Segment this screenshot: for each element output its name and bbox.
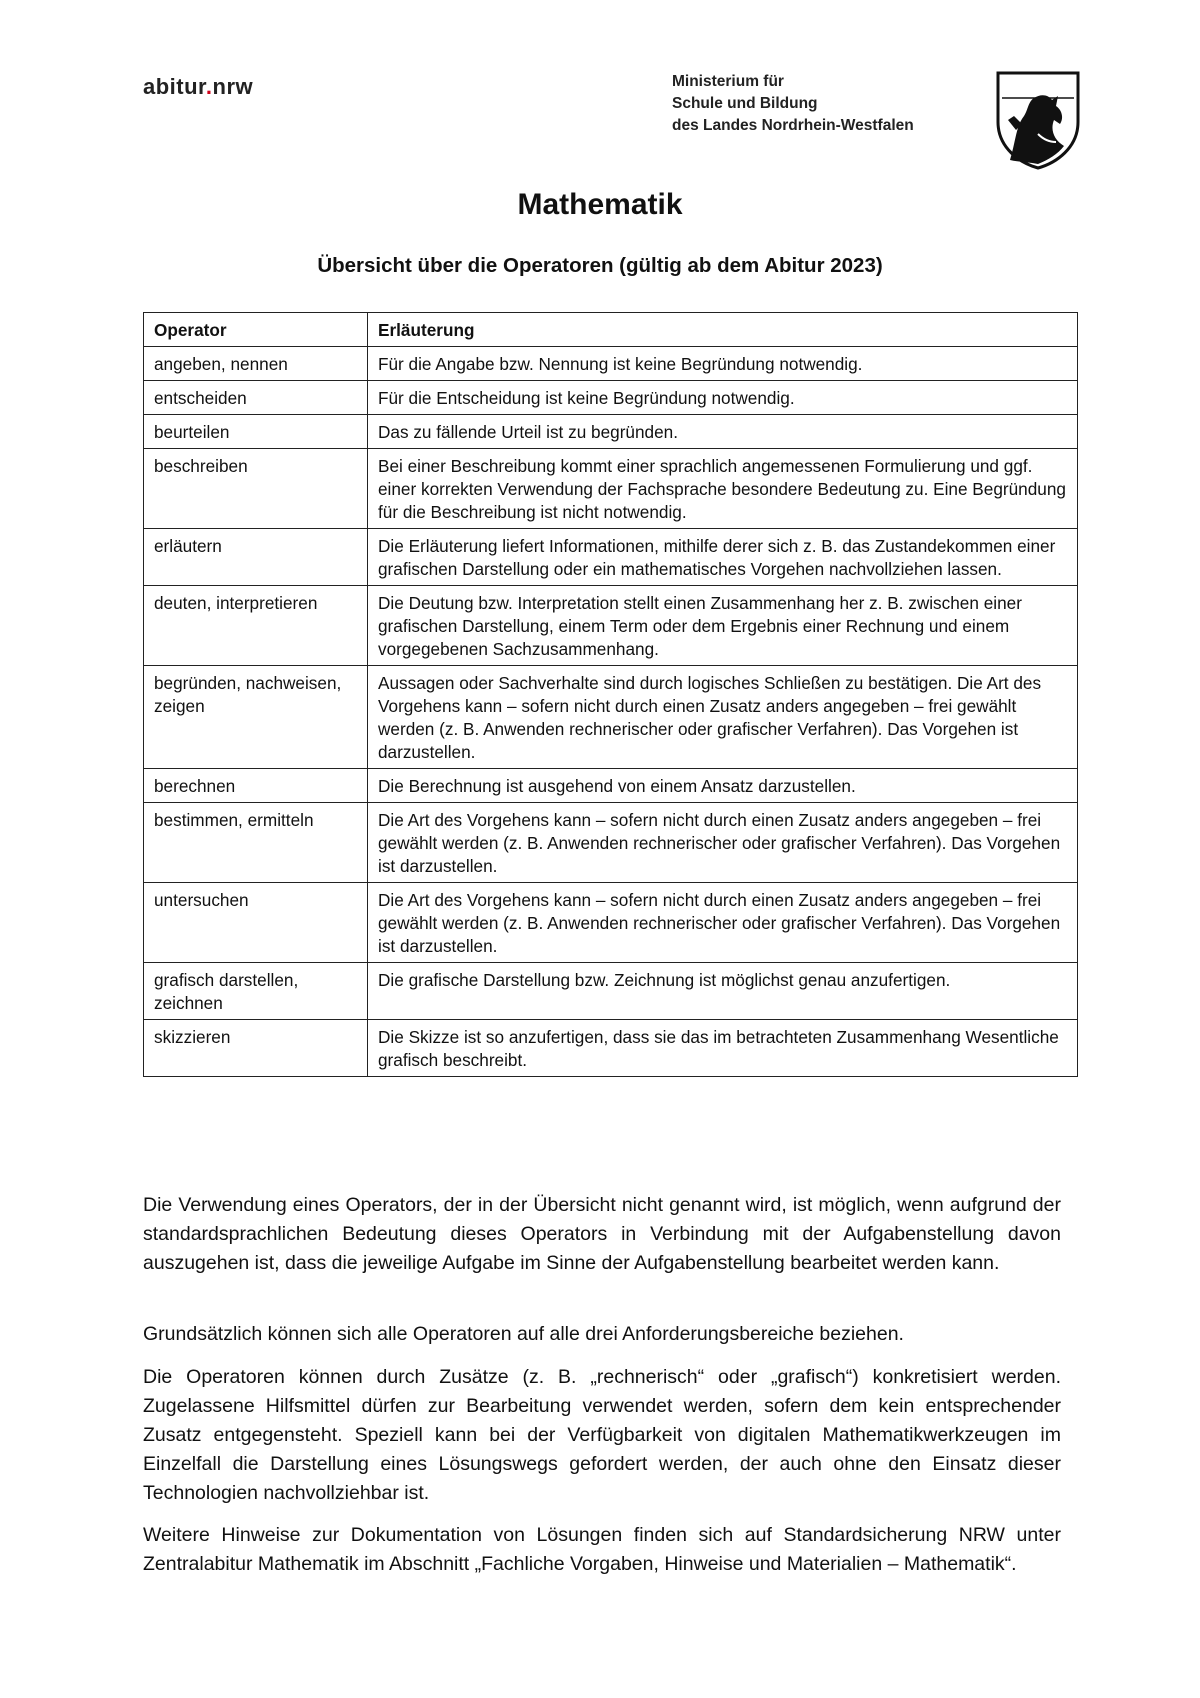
table-row xyxy=(144,347,1078,381)
operators-table xyxy=(143,312,1078,1077)
ministry-line-3: des Landes Nordrhein-Westfalen xyxy=(672,117,914,134)
explanation-cell: Aussagen oder Sachverhalte sind durch logisches Schließen zu bestätigen. Die Art des Vorgehens kann – sofern nicht durch einen Zusatz anders angegeben – frei gewählt werden (z. B. Anwenden rechnerischer oder grafischer Verfahren). Das Vorgehen ist darzustellen. xyxy=(368,666,1078,769)
ministry-line-1: Ministerium für xyxy=(672,73,784,90)
operator-cell: beurteilen xyxy=(144,415,368,449)
operator-cell: angeben, nennen xyxy=(144,347,368,381)
table-row xyxy=(144,586,1078,666)
logo-dot: . xyxy=(205,74,213,99)
operator-cell: berechnen xyxy=(144,769,368,803)
abitur-nrw-logo xyxy=(143,74,253,100)
nrw-coat-of-arms-icon xyxy=(994,70,1082,170)
explanation-cell: Die Art des Vorgehens kann – sofern nicht durch einen Zusatz anders angegeben – frei gewählt werden (z. B. Anwenden rechnerischer oder grafischer Verfahren). Das Vorgehen ist darzustellen. xyxy=(368,803,1078,883)
operator-cell: deuten, interpretieren xyxy=(144,586,368,666)
table-row xyxy=(144,883,1078,963)
paragraph-unlisted-operators: Die Verwendung eines Operators, der in der Übersicht nicht genannt wird, ist möglich, wenn aufgrund der standardsprachlichen Bedeutung dieses Operators in Verbindung mit der Aufgabenstellung davon auszugehen ist, dass die jeweilige Aufgabe im Sinne der Aufgabenstellung bearbeitet werden kann. xyxy=(143,1194,1061,1274)
table-row xyxy=(144,381,1078,415)
explanation-cell: Für die Entscheidung ist keine Begründung notwendig. xyxy=(368,381,1078,415)
table-row xyxy=(144,449,1078,529)
operator-cell: untersuchen xyxy=(144,883,368,963)
logo-name: abitur xyxy=(143,74,206,99)
operator-cell: bestimmen, ermitteln xyxy=(144,803,368,883)
ministry-line-2: Schule und Bildung xyxy=(672,95,818,112)
explanation-cell: Die Skizze ist so anzufertigen, dass sie das im betrachteten Zusammenhang Wesentliche grafisch beschreibt. xyxy=(368,1020,1078,1077)
table-row xyxy=(144,1020,1078,1077)
explanation-cell: Für die Angabe bzw. Nennung ist keine Begründung notwendig. xyxy=(368,347,1078,381)
explanation-cell: Die grafische Darstellung bzw. Zeichnung ist möglichst genau anzufertigen. xyxy=(368,963,1078,1020)
operator-cell: skizzieren xyxy=(144,1020,368,1077)
table-row xyxy=(144,666,1078,769)
header-explanation: Erläuterung xyxy=(368,313,1078,347)
explanation-cell: Die Erläuterung liefert Informationen, mithilfe derer sich z. B. das Zustandekommen einer grafischen Darstellung oder ein mathematisches Vorgehen nachvollziehen lassen. xyxy=(368,529,1078,586)
page-subtitle: Übersicht über die Operatoren (gültig ab dem Abitur 2023) xyxy=(317,254,883,277)
operator-cell: erläutern xyxy=(144,529,368,586)
explanation-cell: Die Berechnung ist ausgehend von einem Ansatz darzustellen. xyxy=(368,769,1078,803)
table-row xyxy=(144,963,1078,1020)
page-title: Mathematik xyxy=(517,188,683,221)
operator-cell: beschreiben xyxy=(144,449,368,529)
table-row xyxy=(144,415,1078,449)
operator-cell: entscheiden xyxy=(144,381,368,415)
explanation-cell: Die Art des Vorgehens kann – sofern nicht durch einen Zusatz anders angegeben – frei gewählt werden (z. B. Anwenden rechnerischer oder grafischer Verfahren). Das Vorgehen ist darzustellen. xyxy=(368,883,1078,963)
operator-cell: begründen, nachweisen, zeigen xyxy=(144,666,368,769)
explanation-cell: Das zu fällende Urteil ist zu begründen. xyxy=(368,415,1078,449)
paragraph-additions: Die Operatoren können durch Zusätze (z. B. „rechnerisch“ oder „grafisch“) konkretisiert werden. Zugelassene Hilfsmittel dürfen zur Bearbeitung verwendet werden, sofern dem kein entsprechender Zusatz entgegensteht. Speziell kann bei der Verfügbarkeit von digitalen Mathematikwerkzeugen im Einzelfall die Darstellung eines Lösungswegs gefordert werden, der auch ohne den Einsatz dieser Technologien nachvollziehbar ist. xyxy=(143,1366,1061,1504)
table-row xyxy=(144,769,1078,803)
paragraph-requirement-areas: Grundsätzlich können sich alle Operatoren auf alle drei Anforderungsbereiche beziehen. xyxy=(143,1323,904,1345)
operator-cell: grafisch darstellen, zeichnen xyxy=(144,963,368,1020)
table-row xyxy=(144,529,1078,586)
explanation-cell: Bei einer Beschreibung kommt einer sprachlich angemessenen Formulierung und ggf. einer korrekten Verwendung der Fachsprache besondere Bedeutung zu. Eine Begründung für die Beschreibung ist nicht notwendig. xyxy=(368,449,1078,529)
paragraph-further-notes: Weitere Hinweise zur Dokumentation von Lösungen finden sich auf Standardsicherung NRW unter Zentralabitur Mathematik im Abschnitt „Fachliche Vorgaben, Hinweise und Materialien – Mathematik“. xyxy=(143,1524,1061,1575)
table-row xyxy=(144,803,1078,883)
logo-suffix: nrw xyxy=(212,74,254,99)
explanation-cell: Die Deutung bzw. Interpretation stellt einen Zusammenhang her z. B. zwischen einer grafischen Darstellung, einem Term oder dem Ergebnis einer Rechnung und einem vorgegebenen Sachzusammenhang. xyxy=(368,586,1078,666)
table-header-row xyxy=(144,313,1078,347)
ministry-name xyxy=(672,71,914,137)
header-operator: Operator xyxy=(144,313,368,347)
